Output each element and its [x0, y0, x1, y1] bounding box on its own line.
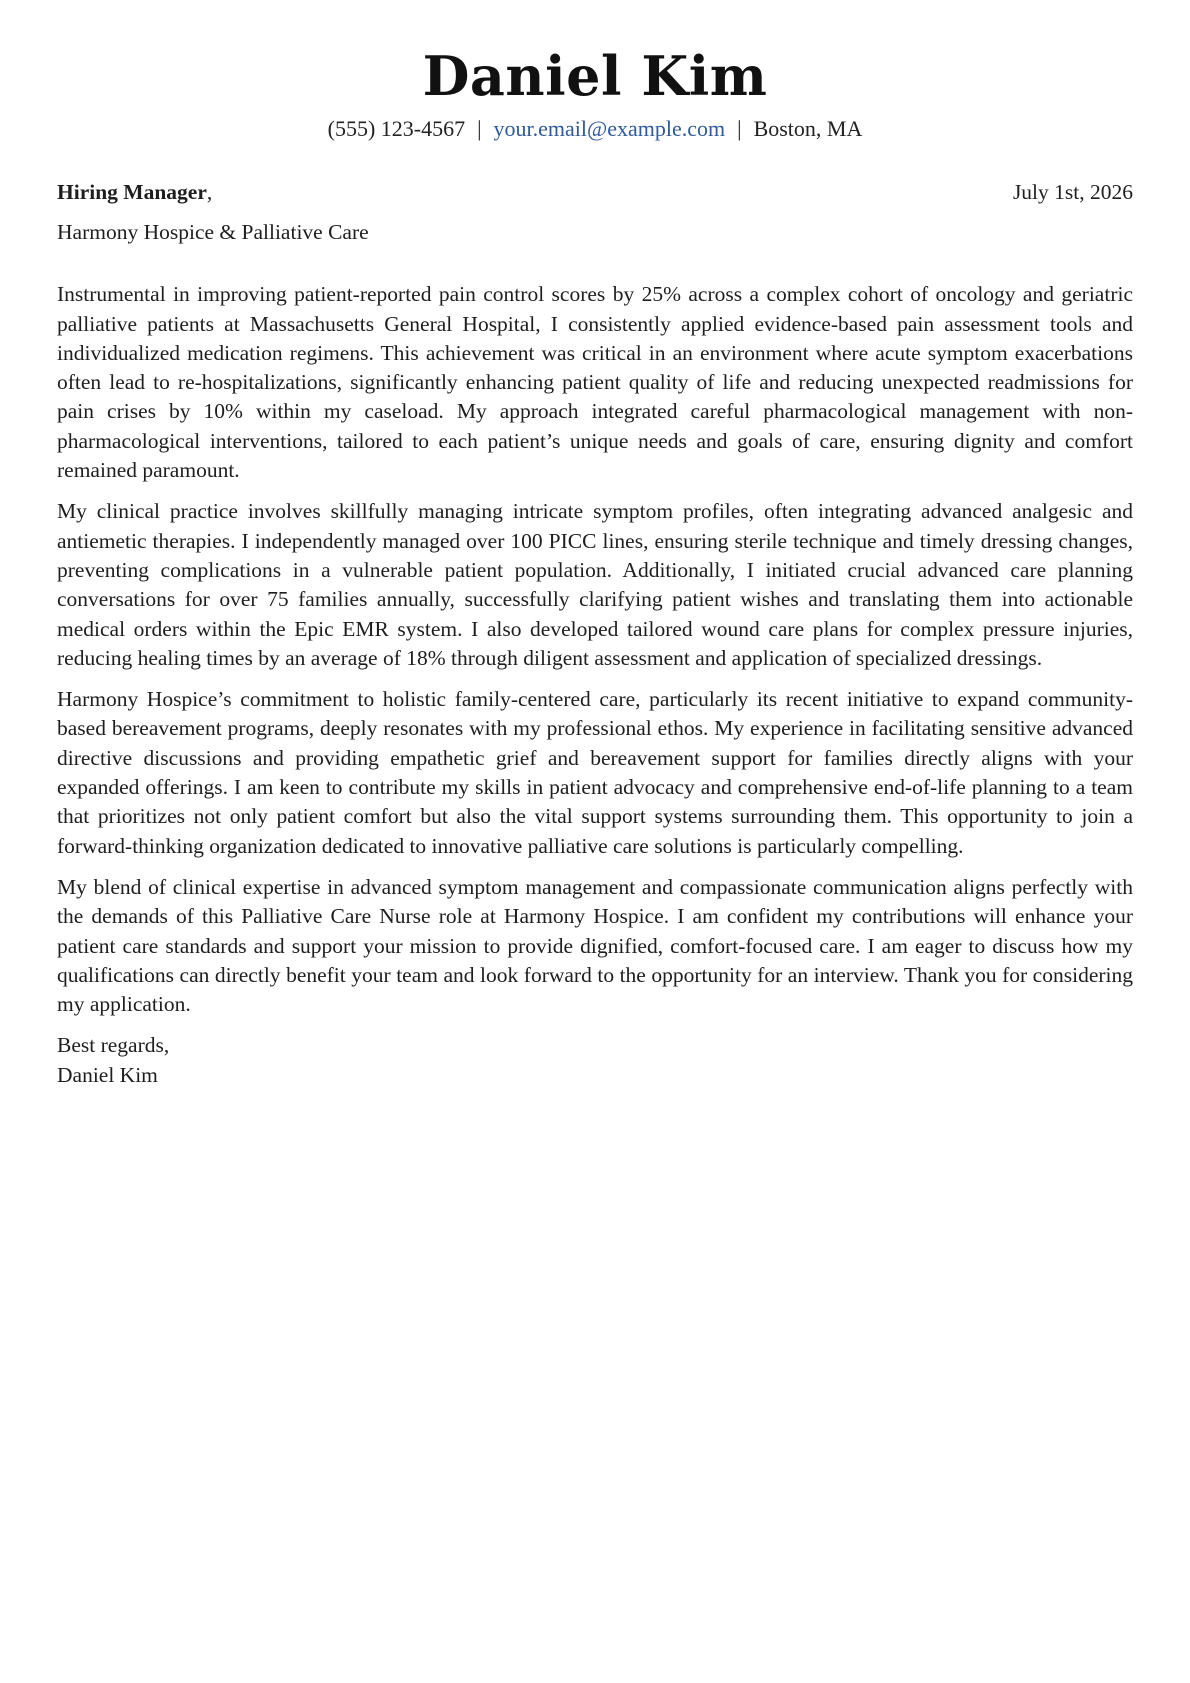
letter-date: July 1st, 2026	[1012, 180, 1133, 204]
paragraph: Instrumental in improving patient-reported pain control scores by 25% across a complex cohort of oncology and geriatric palliative patients at Massachusetts General Hospital, I consistently applied evidence-based pain assessment tools and individualized medication regimens. This achievement was critical in an environment where acute symptom exacerbations often lead to re-hospitalizations, significantly enhancing patient quality of life and reducing unexpected readmissions for pain crises by 10% within my caseload. My approach integrated careful pharmacological management with non-pharmacological interventions, tailored to each patient’s unique needs and goals of care, ensuring dignity and comfort remained paramount.	[57, 282, 1133, 483]
sender-name: Daniel Kim	[422, 44, 768, 108]
letter-header	[0, 42, 1190, 144]
paragraph: My clinical practice involves skillfully managing intricate symptom profiles, often integrating advanced analgesic and antiemetic therapies. I independently managed over 100 PICC lines, ensuring sterile technique and timely dressing changes, preventing complications in a vulnerable patient population. Additionally, I initiated crucial advanced care planning conversations for over 75 families annually, successfully clarifying patient wishes and translating them into actionable medical orders within the Epic EMR system. I also developed tailored wound care plans for complex pressure injuries, reducing healing times by an average of 18% through diligent assessment and application of specialized dressings.	[57, 499, 1133, 670]
recipient-comma: ,	[206, 180, 213, 204]
paragraph: My blend of clinical expertise in advanced symptom management and compassionate communication aligns perfectly with the demands of this Palliative Care Nurse role at Harmony Hospice. I am confident my contributions will enhance your patient care standards and support your mission to provide dignified, comfort-focused care. I am eager to discuss how my qualifications can directly benefit your team and look forward to the opportunity for an interview. Thank you for considering my application.	[57, 874, 1133, 1017]
closing-block	[57, 1031, 1133, 1090]
salutation-row	[57, 178, 1133, 208]
contact-separator: |	[737, 116, 742, 141]
letter-paragraphs	[57, 280, 1133, 1019]
recipient-title: Hiring Manager	[57, 180, 207, 204]
letter-body	[57, 178, 1133, 1090]
phone-number: (555) 123-4567	[327, 116, 466, 141]
location: Boston, MA	[753, 116, 863, 141]
email-link[interactable]: your.email@example.com	[493, 116, 726, 141]
contact-separator: |	[477, 116, 482, 141]
recipient	[57, 178, 212, 207]
signature: Daniel Kim	[57, 1062, 158, 1087]
company-name: Harmony Hospice & Palliative Care	[57, 220, 369, 244]
closing-phrase: Best regards,	[57, 1033, 170, 1058]
paragraph: Harmony Hospice’s commitment to holistic family-centered care, particularly its recent initiative to expand community-based bereavement programs, deeply resonates with my professional ethos. My experience in facilitating sensitive advanced directive discussions and providing empathetic grief and bereavement support for families directly aligns with your expanded offerings. I am keen to contribute my skills in patient advocacy and comprehensive end-of-life planning to a team that prioritizes not only patient comfort but also the vital support systems surrounding them. This opportunity to join a forward-thinking organization dedicated to innovative palliative care solutions is particularly compelling.	[57, 687, 1133, 858]
contact-line	[0, 114, 1190, 144]
